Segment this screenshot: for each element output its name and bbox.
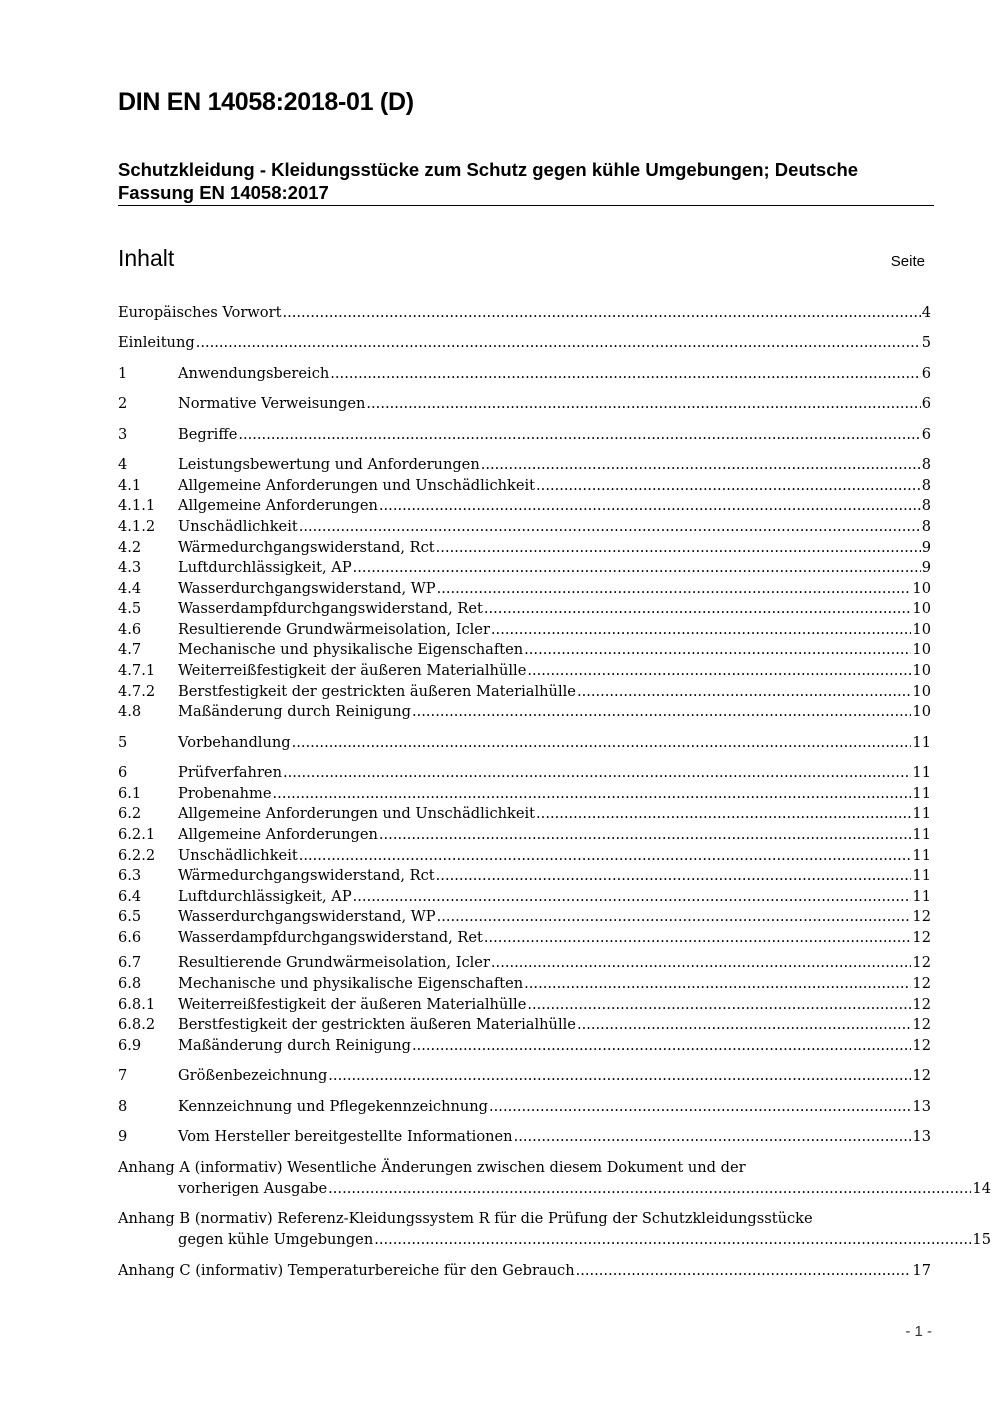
dot-leader [481, 454, 921, 475]
toc-entry-label: Wasserdampfdurchgangswiderstand, Ret [178, 929, 483, 946]
dot-leader [484, 927, 912, 948]
toc-entry-label: Prüfverfahren [178, 764, 282, 781]
toc-entry[interactable] [118, 681, 931, 702]
toc-entry-label: Kennzeichnung und Pflegekennzeichnung [178, 1098, 489, 1115]
toc-entry-page: 13 [912, 1098, 931, 1115]
toc-entry[interactable] [118, 803, 931, 824]
toc-entry-label: Probenahme [178, 785, 272, 802]
toc-entry-page: 10 [912, 683, 931, 700]
dot-leader [330, 363, 920, 384]
toc-entry-page: 12 [912, 996, 931, 1013]
toc-entry-page: 11 [912, 734, 931, 751]
dot-leader [299, 516, 921, 537]
toc-annex-label: gegen kühle Umgebungen [178, 1231, 374, 1248]
toc-entry-label: Vorbehandlung [178, 734, 291, 751]
document-title: DIN EN 14058:2018-01 (D) [118, 88, 414, 116]
toc-annex-label: Anhang C (informativ) Temperaturbereiche für den Gebrauch [118, 1262, 575, 1279]
toc-entry-number: 4.6 [118, 621, 142, 638]
toc-entry[interactable] [118, 973, 931, 994]
toc-entry-label: Mechanische und physikalische Eigenschaften [178, 641, 524, 658]
toc-entry-number: 8 [118, 1098, 128, 1115]
dot-leader [436, 537, 921, 558]
toc-entry-label: Weiterreißfestigkeit der äußeren Materialhülle [178, 662, 527, 679]
toc-entry[interactable] [118, 598, 931, 619]
dot-leader [536, 475, 921, 496]
toc-annex-page: 15 [972, 1231, 991, 1248]
toc-entry-number: 4.7.1 [118, 662, 156, 679]
toc-entry[interactable] [118, 1014, 931, 1035]
toc-entry-label: Einleitung [118, 334, 195, 351]
dot-leader [379, 824, 912, 845]
dot-leader [577, 681, 911, 702]
toc-entry-label: Europäisches Vorwort [118, 304, 282, 321]
toc-entry-number: 5 [118, 734, 128, 751]
toc-entry-label: Maßänderung durch Reinigung [178, 703, 411, 720]
toc-entry-number: 6.8 [118, 975, 142, 992]
toc-entry-number: 6 [118, 764, 128, 781]
toc-entry-number: 6.3 [118, 867, 142, 884]
toc-entry-number: 6.6 [118, 929, 142, 946]
dot-leader [299, 845, 912, 866]
toc-annex-title[interactable]: Anhang B (normativ) Referenz-Kleidungssystem R für die Prüfung der Schutzkleidungsstücke [118, 1210, 813, 1227]
dot-leader [524, 973, 911, 994]
toc-entry[interactable] [118, 906, 931, 927]
toc-entry[interactable] [118, 1126, 931, 1147]
toc-entry[interactable] [118, 660, 931, 681]
toc-entry-number: 6.2.2 [118, 847, 156, 864]
dot-leader [437, 906, 912, 927]
toc-annex-label: vorherigen Ausgabe [178, 1180, 328, 1197]
toc-entry[interactable] [118, 845, 931, 866]
toc-entry-number: 6.1 [118, 785, 142, 802]
toc-entry[interactable] [118, 363, 931, 384]
toc-entry[interactable] [118, 762, 931, 783]
toc-entry[interactable] [118, 332, 931, 353]
toc-entry-number: 4.8 [118, 703, 142, 720]
toc-entry-number: 6.5 [118, 908, 142, 925]
toc-entry-number: 6.4 [118, 888, 142, 905]
toc-entry-page: 6 [921, 365, 931, 382]
toc-entry-page: 4 [921, 304, 931, 321]
toc-entry-number: 2 [118, 395, 128, 412]
dot-leader [536, 803, 911, 824]
toc-entry[interactable] [118, 701, 931, 722]
toc-entry[interactable] [118, 927, 931, 948]
toc-entry[interactable] [118, 557, 931, 578]
toc-entry-label: Allgemeine Anforderungen und Unschädlichkeit [178, 477, 536, 494]
dot-leader [576, 1260, 912, 1281]
toc-entry[interactable] [118, 578, 931, 599]
dot-leader [436, 865, 912, 886]
dot-leader [491, 952, 912, 973]
toc-entry[interactable] [118, 537, 931, 558]
toc-entry-page: 10 [912, 621, 931, 638]
toc-entry-number: 7 [118, 1067, 128, 1084]
toc-entry-number: 4.2 [118, 539, 142, 556]
toc-entry-page: 12 [912, 908, 931, 925]
toc-entry-label: Luftdurchlässigkeit, AP [178, 888, 352, 905]
toc-entry-page: 6 [921, 395, 931, 412]
toc-entry-number: 4.7 [118, 641, 142, 658]
dot-leader [412, 1035, 911, 1056]
toc-entry-label: Normative Verweisungen [178, 395, 366, 412]
toc-entry-label: Begriffe [178, 426, 238, 443]
toc-entry[interactable] [118, 952, 931, 973]
toc-entry[interactable] [118, 1065, 931, 1086]
dot-leader [328, 1178, 971, 1199]
dot-leader [238, 424, 920, 445]
toc-entry-number: 4.5 [118, 600, 142, 617]
dot-leader [283, 762, 911, 783]
toc-entry-page: 10 [912, 641, 931, 658]
toc-entry[interactable] [118, 639, 931, 660]
toc-entry-page: 10 [912, 580, 931, 597]
dot-leader [524, 639, 911, 660]
toc-entry-number: 3 [118, 426, 128, 443]
toc-entry-page: 5 [921, 334, 931, 351]
toc-heading: Inhalt [118, 245, 175, 271]
dot-leader [292, 732, 912, 753]
toc-entry-page: 11 [912, 764, 931, 781]
toc-annex-title[interactable]: Anhang A (informativ) Wesentliche Änderungen zwischen diesem Dokument und der [118, 1159, 746, 1176]
toc-entry-page: 12 [912, 975, 931, 992]
toc-entry-label: Wärmedurchgangswiderstand, Rct [178, 539, 435, 556]
dot-leader [514, 1126, 912, 1147]
toc-entry-number: 6.8.1 [118, 996, 156, 1013]
toc-entry-number: 6.8.2 [118, 1016, 156, 1033]
dot-leader [374, 1229, 971, 1250]
toc-entry[interactable] [118, 824, 931, 845]
toc-entry-label: Wasserdurchgangswiderstand, WP [178, 580, 436, 597]
dot-leader [282, 302, 920, 323]
toc-entry-number: 6.9 [118, 1037, 142, 1054]
toc-entry[interactable] [118, 516, 931, 537]
dot-leader [527, 994, 911, 1015]
toc-entry-page: 10 [912, 600, 931, 617]
toc-entry[interactable] [118, 732, 931, 753]
dot-leader [353, 557, 921, 578]
page-number: - 1 - [905, 1323, 932, 1340]
dot-leader [491, 619, 912, 640]
toc-annex-page: 17 [912, 1262, 931, 1279]
toc-entry-label: Leistungsbewertung und Anforderungen [178, 456, 480, 473]
toc-entry[interactable] [118, 302, 931, 323]
toc-entry-page: 8 [921, 456, 931, 473]
toc-entry-number: 6.2 [118, 805, 142, 822]
toc-entry[interactable] [118, 783, 931, 804]
toc-entry-number: 6.7 [118, 954, 142, 971]
toc-entry-label: Wasserdampfdurchgangswiderstand, Ret [178, 600, 483, 617]
dot-leader [366, 393, 920, 414]
toc-entry-page: 9 [921, 539, 931, 556]
page-column-label: Seite [890, 253, 925, 270]
toc-entry-page: 10 [912, 662, 931, 679]
dot-leader [273, 783, 912, 804]
toc-entry[interactable] [118, 994, 931, 1015]
toc-entry[interactable] [118, 454, 931, 475]
toc-entry-number: 4.1.2 [118, 518, 156, 535]
toc-entry[interactable] [118, 1096, 931, 1117]
toc-entry-label: Luftdurchlässigkeit, AP [178, 559, 352, 576]
toc-entry-page: 11 [912, 826, 931, 843]
toc-entry-number: 4 [118, 456, 128, 473]
dot-leader [196, 332, 921, 353]
toc-entry[interactable] [118, 1035, 931, 1056]
toc-entry-label: Vom Hersteller bereitgestellte Informationen [178, 1128, 513, 1145]
toc-entry[interactable] [118, 393, 931, 414]
dot-leader [328, 1065, 911, 1086]
toc-entry-label: Berstfestigkeit der gestrickten äußeren Materialhülle [178, 1016, 576, 1033]
toc-entry[interactable] [118, 619, 931, 640]
toc-entry-number: 4.1.1 [118, 497, 156, 514]
toc-entry-number: 9 [118, 1128, 128, 1145]
toc-entry-label: Berstfestigkeit der gestrickten äußeren Materialhülle [178, 683, 576, 700]
toc-entry-page: 8 [921, 477, 931, 494]
toc-annex-page: 14 [972, 1180, 991, 1197]
toc-entry-number: 1 [118, 365, 128, 382]
toc-entry-page: 8 [921, 497, 931, 514]
toc-annex-entry[interactable] [118, 1260, 931, 1281]
toc-entry-label: Größenbezeichnung [178, 1067, 328, 1084]
toc-entry-number: 4.4 [118, 580, 142, 597]
dot-leader [412, 701, 911, 722]
toc-entry-page: 11 [912, 888, 931, 905]
toc-entry-page: 12 [912, 1037, 931, 1054]
dot-leader [489, 1096, 911, 1117]
toc-entry-page: 11 [912, 785, 931, 802]
toc-entry-page: 11 [912, 805, 931, 822]
toc-entry-label: Wärmedurchgangswiderstand, Rct [178, 867, 435, 884]
dot-leader [437, 578, 912, 599]
toc-entry-label: Wasserdurchgangswiderstand, WP [178, 908, 436, 925]
toc-entry-label: Allgemeine Anforderungen [178, 826, 378, 843]
toc-entry-label: Unschädlichkeit [178, 518, 298, 535]
toc-entry-label: Anwendungsbereich [178, 365, 330, 382]
toc-entry-label: Resultierende Grundwärmeisolation, Icler [178, 954, 490, 971]
toc-entry-label: Unschädlichkeit [178, 847, 298, 864]
toc-entry-label: Allgemeine Anforderungen [178, 497, 378, 514]
toc-entry-page: 9 [921, 559, 931, 576]
toc-entry[interactable] [118, 475, 931, 496]
toc-entry-page: 13 [912, 1128, 931, 1145]
toc-entry-number: 4.1 [118, 477, 142, 494]
dot-leader [353, 886, 912, 907]
toc-entry-page: 8 [921, 518, 931, 535]
toc-entry-page: 11 [912, 847, 931, 864]
toc-entry-label: Allgemeine Anforderungen und Unschädlichkeit [178, 805, 536, 822]
toc-entry[interactable] [118, 424, 931, 445]
toc-entry-page: 11 [912, 867, 931, 884]
toc-entry-page: 6 [921, 426, 931, 443]
toc-entry-page: 10 [912, 703, 931, 720]
toc-entry[interactable] [118, 865, 931, 886]
document-subtitle: Schutzkleidung - Kleidungsstücke zum Schutz gegen kühle Umgebungen; Deutsche Fassung EN 14058:2017 [118, 159, 859, 203]
toc-entry-number: 4.3 [118, 559, 142, 576]
dot-leader [577, 1014, 911, 1035]
toc-entry-page: 12 [912, 954, 931, 971]
toc-entry-label: Resultierende Grundwärmeisolation, Icler [178, 621, 490, 638]
toc-annex-entry[interactable] [118, 1178, 991, 1199]
dot-leader [379, 495, 921, 516]
dot-leader [484, 598, 912, 619]
toc-annex-entry[interactable] [118, 1229, 991, 1250]
toc-entry-label: Mechanische und physikalische Eigenschaften [178, 975, 524, 992]
dot-leader [527, 660, 911, 681]
toc-entry-number: 6.2.1 [118, 826, 156, 843]
toc-entry-label: Maßänderung durch Reinigung [178, 1037, 411, 1054]
toc-entry[interactable] [118, 495, 931, 516]
title-divider [118, 205, 934, 206]
toc-entry-number: 4.7.2 [118, 683, 156, 700]
toc-entry-page: 12 [912, 929, 931, 946]
toc-entry-label: Weiterreißfestigkeit der äußeren Materialhülle [178, 996, 527, 1013]
toc-entry-page: 12 [912, 1067, 931, 1084]
toc-entry[interactable] [118, 886, 931, 907]
toc-entry-page: 12 [912, 1016, 931, 1033]
